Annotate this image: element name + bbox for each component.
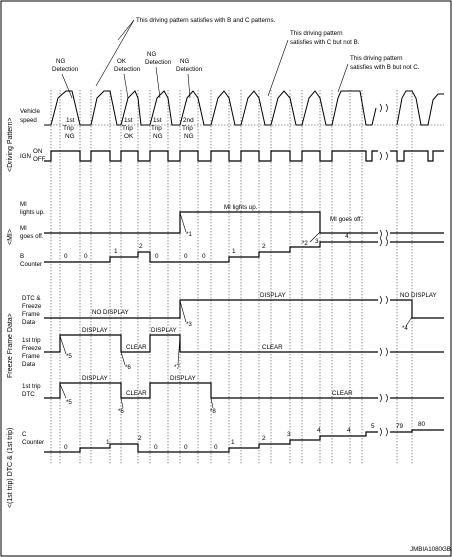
figure-code: JMBIA1080GB (410, 546, 451, 553)
trip-4-c: NG (184, 133, 194, 140)
note-b-line1: This driving pattern (350, 55, 403, 62)
display-td-2-text: DISPLAY (170, 375, 196, 382)
dtc-label-4: Data (22, 319, 36, 326)
b-counter-value: 1 (232, 248, 236, 255)
b-counter-value: 2 (139, 243, 143, 250)
note-bc: This driving pattern satisfies with B and C patterns. (136, 17, 276, 24)
trip-4-b: Trip (182, 125, 193, 132)
trip-4-a: 2nd (183, 117, 194, 124)
trip-1-b: Trip (63, 125, 74, 132)
trip-2-a: 1st (124, 117, 133, 124)
b-counter-value: 0 (184, 253, 188, 260)
mi-on-label-2: lights up. (20, 209, 45, 216)
c-counter-label-2: Counter (22, 439, 45, 446)
trip-3-c: NG (153, 133, 163, 140)
outer-border (1, 1, 451, 556)
b-counter-label-2: Counter (20, 261, 43, 268)
b-counter-value: 0 (155, 253, 159, 260)
ng-detection-2-a: NG (147, 51, 157, 58)
fff-label-4: Data (22, 361, 36, 368)
c-counter-value: 0 (214, 444, 218, 451)
b-counter-value: 1 (114, 248, 118, 255)
fff-label-3: Frame (22, 353, 40, 360)
vehicle-speed-label-1: Vehicle (20, 108, 40, 115)
ng-detection-1-b: Detection (52, 66, 79, 73)
dtc-label-3: Frame (22, 311, 40, 318)
c-counter-value: 1 (106, 439, 110, 446)
display-1-text: DISPLAY (260, 292, 286, 299)
fff-label-1: 1st trip (22, 337, 41, 344)
note-6a: *6 (125, 364, 131, 371)
tdtc-label-2: DTC (22, 391, 35, 398)
mi-trace (44, 212, 444, 233)
ok-detection-a: OK (117, 58, 126, 65)
guide-lines (51, 90, 412, 465)
mi-signal-labels (224, 204, 362, 223)
trip-2-b: Trip (122, 125, 133, 132)
c-counter-value: 4 (347, 427, 351, 434)
c-counter-value: 1 (231, 439, 235, 446)
c-counter-value: 80 (418, 421, 426, 428)
display-ff-1-text: DISPLAY (82, 327, 108, 334)
ng-detection-1-a: NG (56, 58, 66, 65)
note-7: *7 (174, 364, 180, 371)
c-counter-value: 2 (262, 435, 266, 442)
clear-td-2-text: CLEAR (332, 390, 353, 397)
mi-section-label: <MI> (7, 229, 14, 245)
display-td-1-text: DISPLAY (82, 375, 108, 382)
b-counter-label-1: B (20, 253, 25, 260)
clear-td-1-text: CLEAR (126, 390, 147, 397)
ng-detection-3-a: NG (180, 58, 190, 65)
first-trip-ffd-labels (82, 327, 283, 351)
c-counter-value: 4 (317, 427, 321, 434)
b-counter-value: 3 (315, 238, 319, 245)
ign-on-label: ON (33, 148, 43, 155)
c-counter-value: 0 (64, 444, 68, 451)
clear-ff-2-text: CLEAR (262, 344, 283, 351)
break-marks (380, 104, 388, 436)
c-counter-value: 79 (396, 423, 404, 430)
trip-3-a: 1st (153, 117, 162, 124)
b-counter-value: 2 (262, 243, 266, 250)
note-c-line2: satisfies with C but not B. (290, 39, 360, 46)
first-trip-dtc-trace (44, 383, 444, 398)
no-display-1-text: NO DISPLAY (92, 309, 129, 316)
c-counter-trace (44, 430, 444, 452)
note-2: *2 (302, 240, 308, 247)
mi-off-label-2: goes off. (20, 233, 44, 240)
dtc-section-label: <(1st trip) DTC & (1st trip) (7, 427, 14, 508)
vehicle-speed-trace (44, 91, 444, 125)
c-counter-value: 3 (287, 431, 291, 438)
ign-label: IGN (20, 153, 32, 160)
detection-labels (52, 51, 203, 73)
b-counter-value: 4 (345, 233, 349, 240)
note-8: *8 (210, 408, 216, 415)
section-labels (7, 118, 14, 508)
mi-off-label-1: MI (20, 225, 27, 232)
b-counter-value: 0 (64, 253, 68, 260)
note-4: *4 (402, 325, 408, 332)
b-counter-value: 0 (84, 253, 88, 260)
note-5b: *5 (66, 399, 72, 406)
note-c-line1: This driving pattern (290, 30, 343, 37)
b-counter-trace (44, 242, 444, 262)
trip-1-c: NG (65, 133, 75, 140)
ng-detection-3-b: Detection (176, 66, 203, 73)
display-ff-2-text: DISPLAY (151, 327, 177, 334)
note-5a: *5 (66, 353, 72, 360)
dtc-label-2: Freeze (22, 303, 42, 310)
note-b-line2: satisfies with B but not C. (350, 64, 420, 71)
note-1: *1 (186, 231, 192, 238)
trip-2-c: OK (124, 133, 134, 140)
b-counter-value: 0 (202, 253, 206, 260)
ign-off-label: OFF (33, 156, 46, 163)
header-notes (136, 17, 420, 71)
clear-ff-1-text: CLEAR (126, 344, 147, 351)
no-display-2-text: NO DISPLAY (400, 292, 437, 299)
ign-trace (44, 151, 444, 161)
driving-pattern-label: <Driving Pattern> (7, 117, 14, 172)
freeze-frame-section-label: Freeze Frame Data> (7, 313, 14, 378)
c-counter-value: 5 (371, 423, 375, 430)
dtc-ffd-labels (92, 292, 437, 316)
trip-3-b: Trip (151, 125, 162, 132)
dtc-label-1: DTC & (22, 295, 41, 302)
ng-detection-2-b: Detection (145, 59, 172, 66)
row-labels (20, 108, 46, 446)
first-trip-ffd-trace (44, 335, 444, 352)
vehicle-speed-label-2: speed (20, 117, 37, 124)
trip-1-a: 1st (66, 117, 75, 124)
fff-label-2: Freeze (22, 345, 42, 352)
mi-goes-off-text: MI goes off. (330, 216, 363, 223)
tdtc-label-1: 1st trip (22, 383, 41, 390)
first-trip-dtc-labels (82, 375, 353, 397)
ok-detection-b: Detection (114, 66, 141, 73)
note-6b: *6 (118, 408, 124, 415)
c-counter-value: 2 (138, 435, 142, 442)
c-counter-value: 0 (154, 444, 158, 451)
c-counter-value: 0 (184, 444, 188, 451)
mi-lights-up-text: MI lights up. (224, 204, 258, 211)
note-3: *3 (186, 321, 192, 328)
mi-on-label-1: MI (20, 201, 27, 208)
c-counter-label-1: C (22, 431, 27, 438)
